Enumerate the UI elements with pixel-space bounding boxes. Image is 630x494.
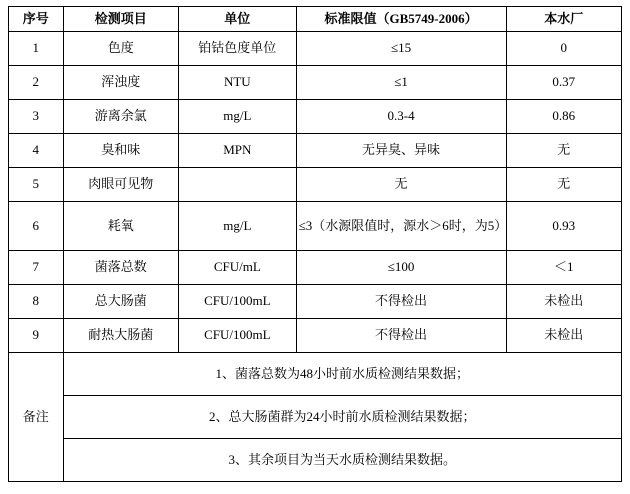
cell-no: 8 (9, 284, 64, 318)
table-header-row (9, 7, 622, 32)
cell-item: 耗氧 (63, 201, 178, 250)
table-row (9, 250, 622, 284)
cell-standard: ≤15 (296, 31, 506, 65)
cell-plant-value: 未检出 (506, 318, 622, 352)
cell-unit: CFU/100mL (179, 318, 297, 352)
table-row (9, 133, 622, 167)
cell-plant-value: 0.93 (506, 201, 622, 250)
remark-row (9, 395, 622, 438)
cell-item: 耐热大肠菌 (63, 318, 178, 352)
column-header-unit: 单位 (179, 7, 297, 32)
cell-no: 2 (9, 65, 64, 99)
cell-no: 9 (9, 318, 64, 352)
table-row (9, 99, 622, 133)
table-row (9, 167, 622, 201)
remark-text: 2、总大肠菌群为24小时前水质检测结果数据； (63, 395, 621, 438)
cell-unit (179, 167, 297, 201)
column-header-plant: 本水厂 (506, 7, 622, 32)
cell-standard: 无 (296, 167, 506, 201)
cell-standard: 无异臭、异味 (296, 133, 506, 167)
cell-no: 1 (9, 31, 64, 65)
cell-unit: MPN (179, 133, 297, 167)
column-header-standard: 标准限值（GB5749-2006） (296, 7, 506, 32)
cell-item: 肉眼可见物 (63, 167, 178, 201)
remark-text: 1、菌落总数为48小时前水质检测结果数据； (63, 352, 621, 395)
cell-no: 4 (9, 133, 64, 167)
table-row (9, 201, 622, 250)
cell-standard: 不得检出 (296, 284, 506, 318)
cell-item: 臭和味 (63, 133, 178, 167)
cell-item: 浑浊度 (63, 65, 178, 99)
cell-plant-value: 0 (506, 31, 622, 65)
cell-unit: CFU/100mL (179, 284, 297, 318)
cell-plant-value: ＜1 (506, 250, 622, 284)
cell-unit: 铂钴色度单位 (179, 31, 297, 65)
cell-no: 6 (9, 201, 64, 250)
cell-unit: CFU/mL (179, 250, 297, 284)
cell-standard: ≤1 (296, 65, 506, 99)
cell-item: 菌落总数 (63, 250, 178, 284)
cell-plant-value: 0.37 (506, 65, 622, 99)
water-quality-table (8, 6, 622, 482)
remark-text: 3、其余项目为当天水质检测结果数据。 (63, 438, 621, 481)
cell-standard: 不得检出 (296, 318, 506, 352)
cell-no: 5 (9, 167, 64, 201)
remark-row (9, 352, 622, 395)
cell-standard: ≤100 (296, 250, 506, 284)
remark-label: 备注 (9, 352, 64, 481)
cell-item: 总大肠菌 (63, 284, 178, 318)
cell-item: 游离余氯 (63, 99, 178, 133)
table-row (9, 318, 622, 352)
cell-item: 色度 (63, 31, 178, 65)
cell-plant-value: 无 (506, 133, 622, 167)
table-row (9, 31, 622, 65)
cell-unit: mg/L (179, 99, 297, 133)
remark-row (9, 438, 622, 481)
cell-standard: ≤3（水源限值时，源水＞6时，为5） (296, 201, 506, 250)
table-body (9, 31, 622, 481)
cell-unit: mg/L (179, 201, 297, 250)
column-header-no: 序号 (9, 7, 64, 32)
table-row (9, 284, 622, 318)
cell-no: 7 (9, 250, 64, 284)
cell-unit: NTU (179, 65, 297, 99)
cell-plant-value: 未检出 (506, 284, 622, 318)
table-header (9, 7, 622, 32)
cell-plant-value: 无 (506, 167, 622, 201)
cell-plant-value: 0.86 (506, 99, 622, 133)
cell-no: 3 (9, 99, 64, 133)
table-row (9, 65, 622, 99)
column-header-item: 检测项目 (63, 7, 178, 32)
cell-standard: 0.3-4 (296, 99, 506, 133)
